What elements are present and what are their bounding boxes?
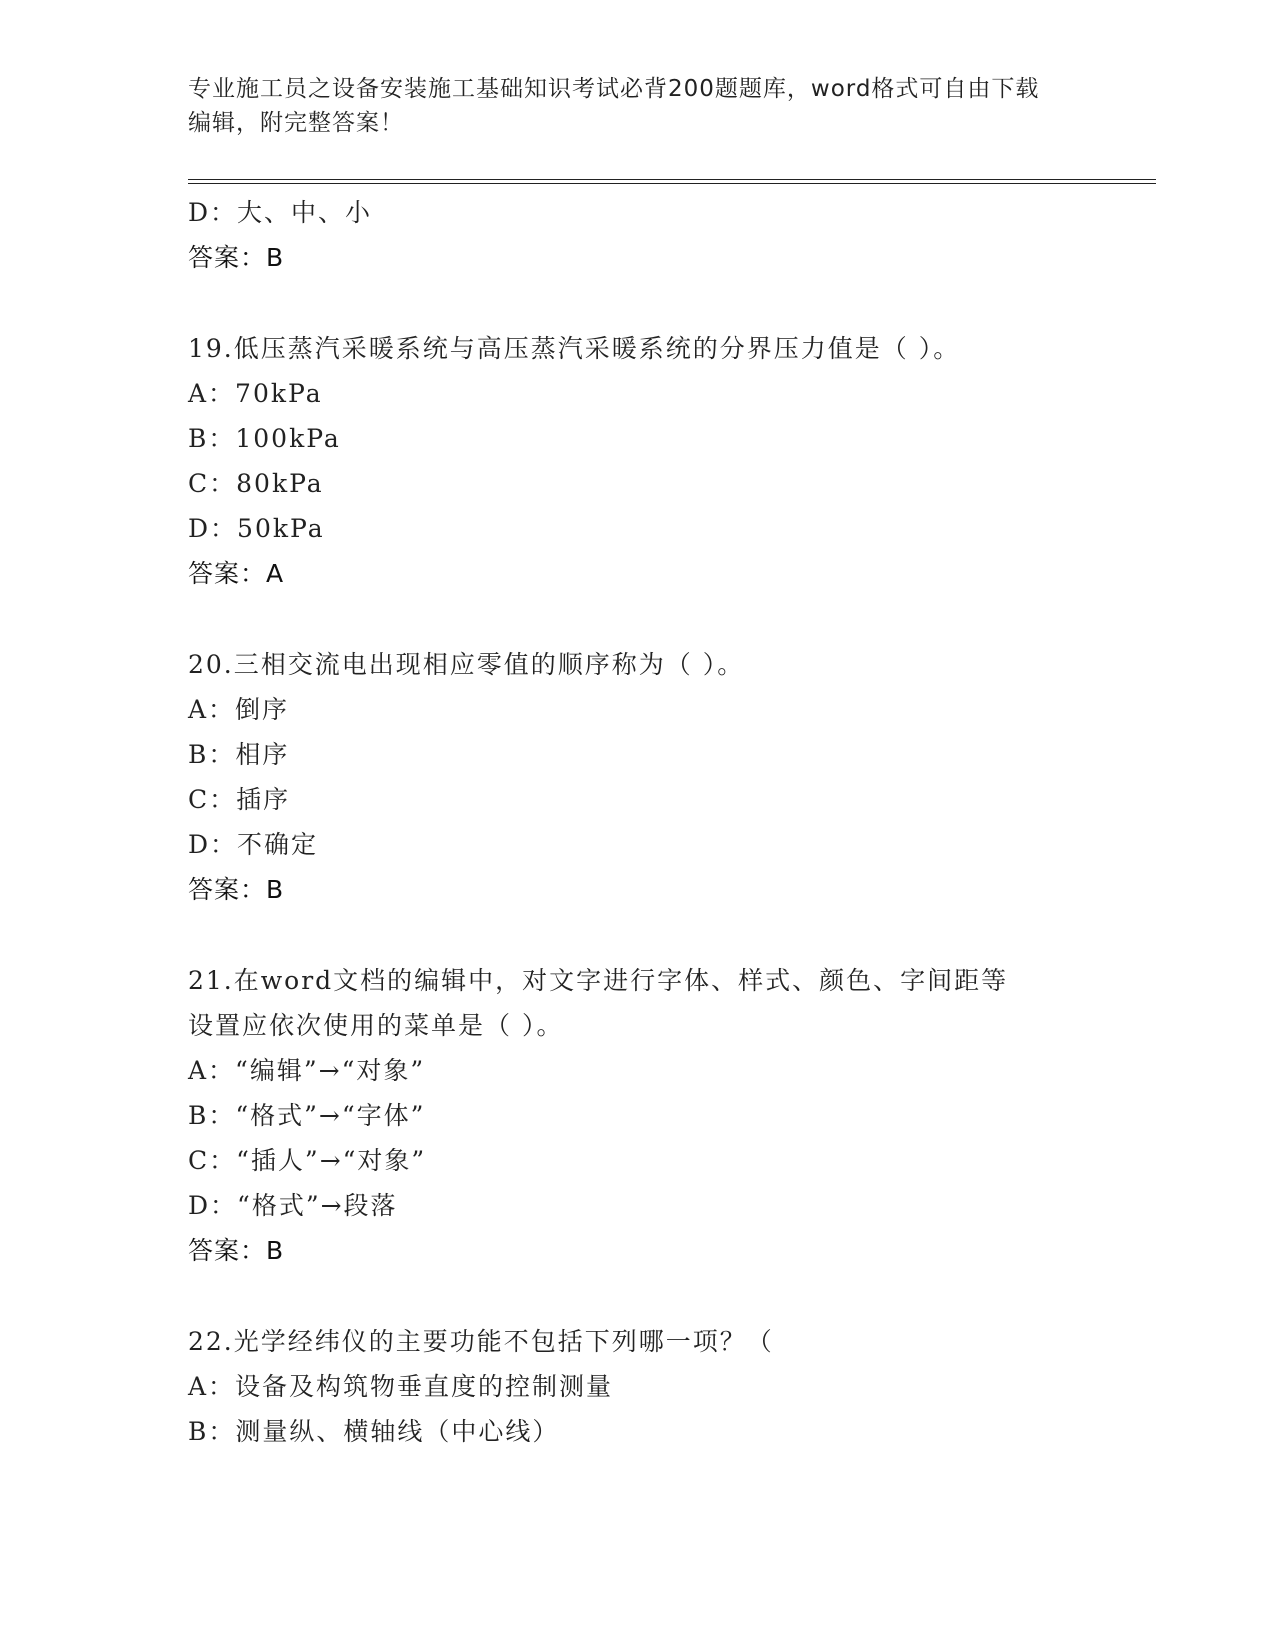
question-21: [188, 958, 1148, 1273]
answer-line: 答案：B: [188, 243, 285, 272]
document-body: [188, 190, 1148, 1454]
option-a: A：倒序: [188, 695, 290, 724]
option-c: C：80kPa: [188, 469, 324, 498]
question-22: [188, 1319, 1148, 1454]
option-b: B：测量纵、横轴线（中心线）: [188, 1417, 560, 1446]
option-b: B：“格式”→“字体”: [188, 1101, 426, 1130]
answer-line: 答案：B: [188, 875, 285, 904]
header-divider-bottom: [188, 183, 1156, 184]
document-header: [188, 72, 1088, 140]
spacer: [188, 1273, 1148, 1319]
answer-line: 答案：B: [188, 1236, 285, 1265]
option-a: A：设备及构筑物垂直度的控制测量: [188, 1372, 614, 1401]
option-b: B：相序: [188, 740, 290, 769]
header-title-line-2: 编辑，附完整答案！: [188, 110, 404, 136]
option-d: D：大、中、小: [188, 198, 373, 227]
header-title-line-1: 专业施工员之设备安装施工基础知识考试必背200题题库，word格式可自由下载: [188, 76, 1040, 102]
header-divider-top: [188, 179, 1156, 180]
question-text-line-2: 设置应依次使用的菜单是（ ）。: [188, 1011, 564, 1040]
spacer: [188, 912, 1148, 958]
question-text: 19.低压蒸汽采暖系统与高压蒸汽采暖系统的分界压力值是（ ）。: [188, 334, 961, 363]
option-c: C：插序: [188, 785, 291, 814]
spacer: [188, 280, 1148, 326]
option-c: C：“插人”→“对象”: [188, 1146, 427, 1175]
question-20: [188, 642, 1148, 912]
spacer: [188, 596, 1148, 642]
option-d: D：“格式”→段落: [188, 1191, 398, 1220]
answer-line: 答案：A: [188, 559, 285, 588]
option-d: D：不确定: [188, 830, 319, 859]
question-18-tail: [188, 190, 1148, 280]
option-a: A：70kPa: [188, 379, 323, 408]
question-19: [188, 326, 1148, 596]
option-b: B：100kPa: [188, 424, 341, 453]
option-a: A：“编辑”→“对象”: [188, 1056, 426, 1085]
option-d: D：50kPa: [188, 514, 325, 543]
question-text-line-1: 21.在word文档的编辑中，对文字进行字体、样式、颜色、字间距等: [188, 966, 1009, 995]
question-text: 20.三相交流电出现相应零值的顺序称为（ ）。: [188, 650, 745, 679]
question-text: 22.光学经纬仪的主要功能不包括下列哪一项？（: [188, 1327, 774, 1356]
